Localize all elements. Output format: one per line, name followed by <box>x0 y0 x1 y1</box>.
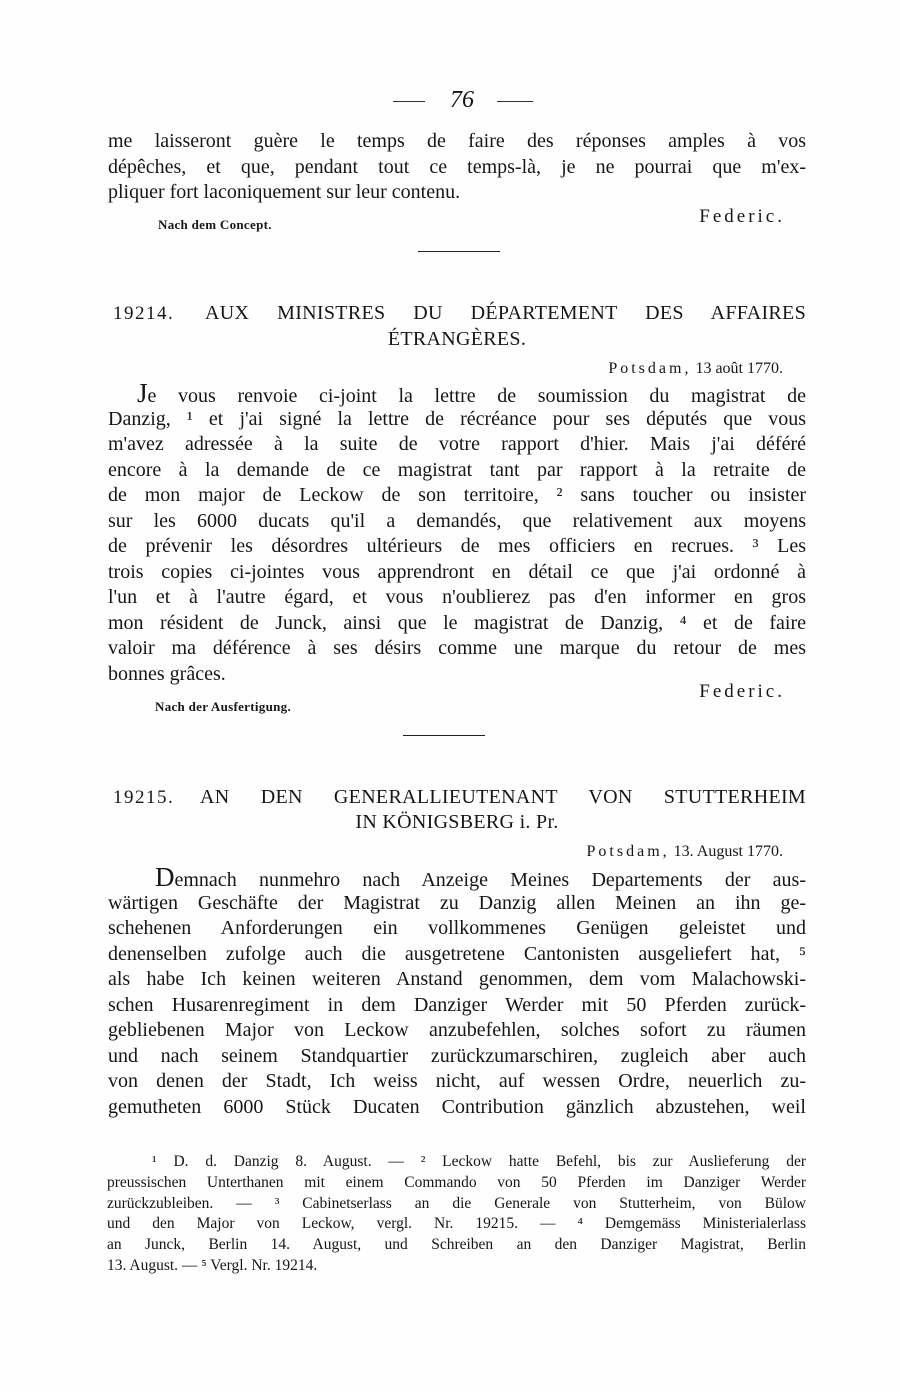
letter-date: 13. August 1770. <box>673 843 783 860</box>
section-separator <box>418 251 500 252</box>
text-line: wärtigen Geschäfte der Magistrat zu Danzig allen Meinen an ihn ge- <box>108 891 806 914</box>
text-line: gemutheten 6000 Stück Ducaten Contribution gänzlich abzustehen, weil <box>108 1095 806 1118</box>
signature: Federic. <box>699 681 785 702</box>
text-line: schehenen Anforderungen ein vollkommenes Genügen geleistet und <box>108 917 806 939</box>
letter-body <box>108 378 806 687</box>
text-line: m'avez adressée à la suite de votre rapport d'hier. Mais j'ai déféré <box>108 433 806 455</box>
signature: Federic. <box>699 206 785 227</box>
letter-body <box>108 862 806 1120</box>
section-separator <box>403 735 485 736</box>
letter-place-date <box>587 840 783 864</box>
text-line: denenselben zufolge auch die ausgetretene Cantonisten ausgeliefert hat, ⁵ <box>108 942 806 965</box>
continuation-paragraph <box>108 129 806 206</box>
text-line: Demnach nunmehro nach Anzeige Meines Departements der aus- <box>155 862 806 892</box>
letter-title-line: IN KÖNIGSBERG i. Pr. <box>355 811 559 833</box>
footnote-line: zurückzubleiben. — ³ Cabinetserlass an die Generale von Stutterheim, von Bülow <box>107 1194 806 1212</box>
text-line: valoir ma déférence à ses désirs comme une marque du retour de mes <box>108 637 806 659</box>
text-line: bonnes grâces. <box>108 662 226 685</box>
text-line: me laisseront guère le temps de faire des réponses amples à vos <box>108 130 806 152</box>
letter-place-date <box>608 357 783 381</box>
source-note: Nach dem Concept. <box>158 217 272 232</box>
letter-title-line: AUX MINISTRES DU DÉPARTEMENT DES AFFAIRES <box>205 302 806 324</box>
letter-date: 13 août 1770. <box>695 360 783 377</box>
text-line: pliquer fort laconiquement sur leur contenu. <box>108 181 461 203</box>
text-line: als habe Ich keinen weiteren Anstand genommen, dem vom Malachowski- <box>108 968 806 990</box>
text-line: de prévenir les désordres ultérieurs de mes officiers en recrues. ³ Les <box>108 535 806 557</box>
text-line: gebliebenen Major von Leckow anzubefehlen, solches sofort zu räumen <box>108 1019 806 1041</box>
page-number-rule-left <box>393 101 425 102</box>
letter-number: 19215. <box>113 787 175 808</box>
footnote-line: an Junck, Berlin 14. August, und Schreiben an den Danziger Magistrat, Berlin <box>107 1236 806 1254</box>
text-line: sur les 6000 ducats qu'il a demandés, que relativement aux moyens <box>108 509 806 532</box>
footnote-line: ¹ D. d. Danzig 8. August. — ² Leckow hatte Befehl, bis zur Auslieferung der <box>152 1153 806 1170</box>
text-line: Danzig, ¹ et j'ai signé la lettre de récréance pour ses députés que vous <box>108 407 806 430</box>
page-number: 76 <box>450 87 474 113</box>
text-line: von denen der Stadt, Ich weiss nicht, auf wessen Ordre, neuerlich zu- <box>108 1070 806 1092</box>
footnote-line: preussischen Unterthanen mit einem Commando von 50 Pferden im Danziger Werder <box>107 1173 806 1191</box>
letter-title-line: ÉTRANGÈRES. <box>387 328 527 350</box>
footnotes <box>107 1152 806 1277</box>
footnote-line: 13. August. — ⁵ Vergl. Nr. 19214. <box>107 1256 318 1274</box>
letter-place: Potsdam, <box>608 360 692 377</box>
text-line: und nach seinem Standquartier zurückzumarschiren, zugleich aber auch <box>108 1044 806 1067</box>
letter-number: 19214. <box>113 303 175 324</box>
text-line: l'un et à l'autre égard, et vous n'oublierez pas d'en informer en gros <box>108 586 806 608</box>
text-line: Je vous renvoie ci-joint la lettre de soumission du magistrat de <box>137 378 806 408</box>
page-number-rule-right <box>497 101 533 102</box>
text-line: trois copies ci-jointes vous apprendront en détail ce que j'ai ordonné à <box>108 560 806 583</box>
source-note: Nach der Ausfertigung. <box>155 699 292 714</box>
letter-title-line: AN DEN GENERALLIEUTENANT VON STUTTERHEIM <box>200 786 806 808</box>
letter-place: Potsdam, <box>586 843 670 860</box>
text-line: dépêches, et que, pendant tout ce temps-là, je ne pourrai que m'ex- <box>108 155 806 178</box>
footnote-line: und den Major von Leckow, vergl. Nr. 19215. — ⁴ Demgemäss Ministerialerlass <box>107 1215 806 1233</box>
text-line: de mon major de Leckow de son territoire, ² sans toucher ou insister <box>108 484 806 506</box>
text-line: encore à la demande de ce magistrat tant par rapport à la retraite de <box>108 458 806 481</box>
text-line: schen Husarenregiment in dem Danziger Werder mit 50 Pferden zurück- <box>108 993 806 1016</box>
text-line: mon résident de Junck, ainsi que le magistrat de Danzig, ⁴ et de faire <box>108 611 806 634</box>
